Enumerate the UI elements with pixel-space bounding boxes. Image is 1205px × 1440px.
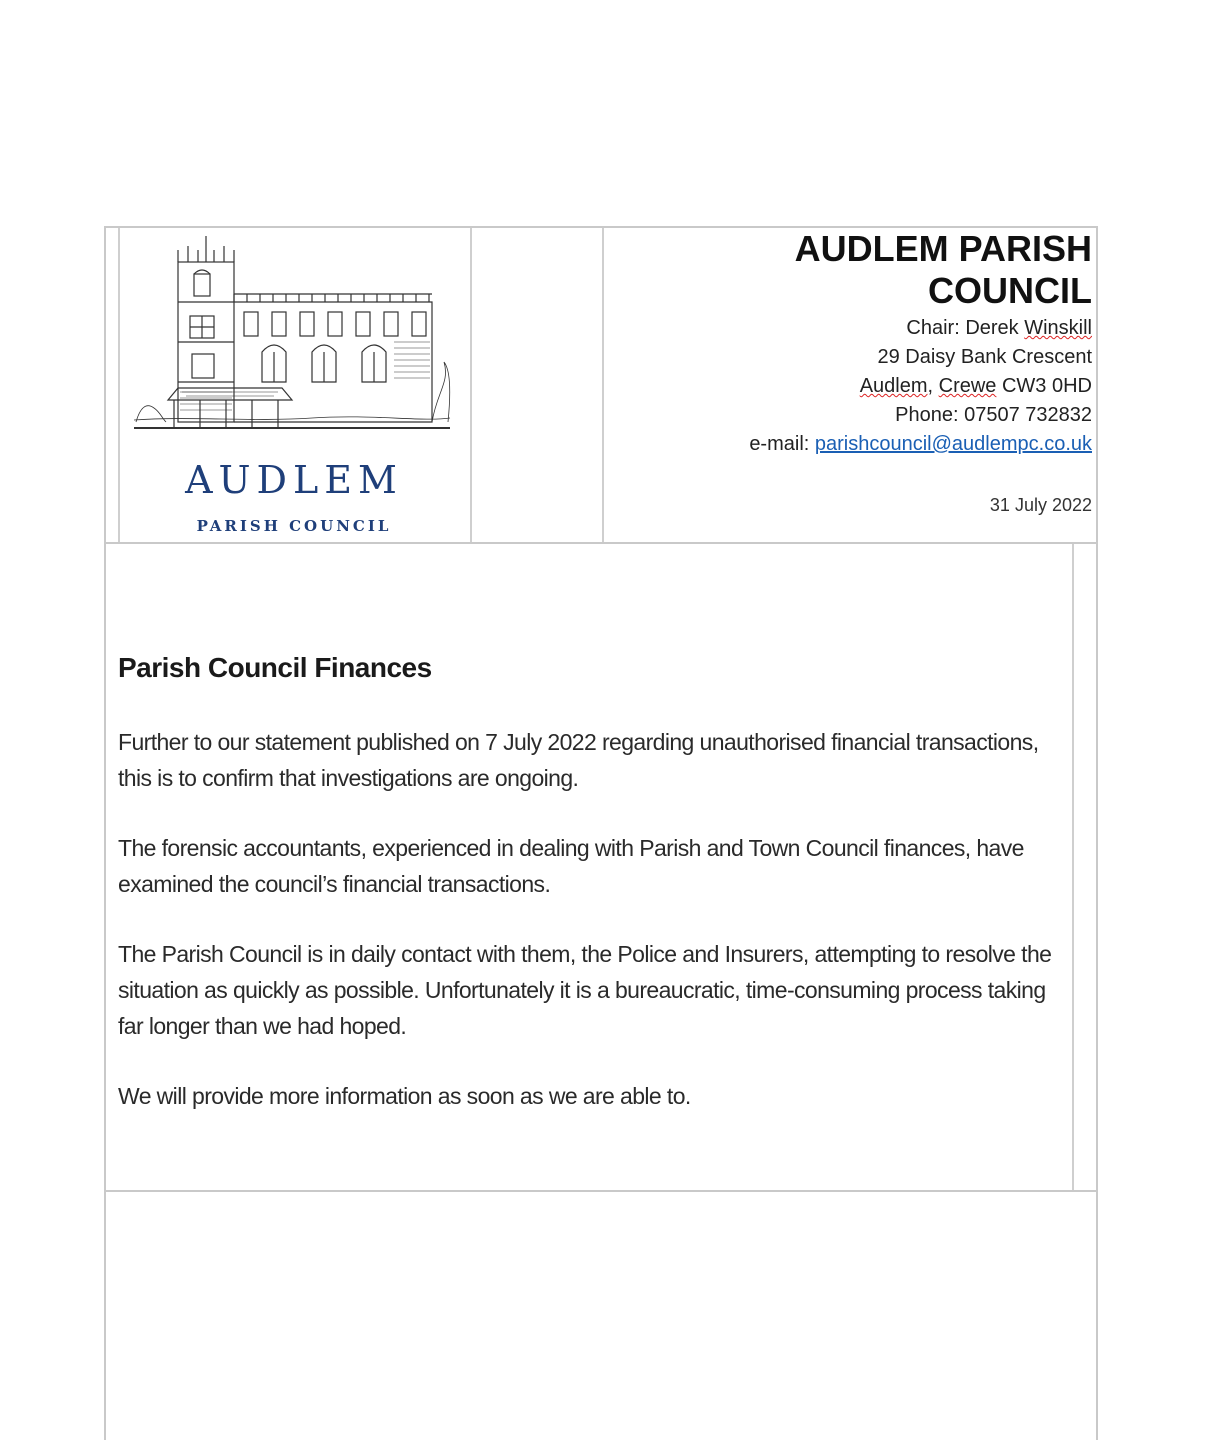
paragraph: Further to our statement published on 7 July 2022 regarding unauthorised financial transactions, this is to confirm that investigations are ongoing. [118, 729, 1039, 791]
council-name-line1: AUDLEM PARISH [794, 228, 1092, 269]
email-label: e-mail: [749, 433, 815, 455]
address-separator: , [927, 375, 939, 397]
chair-line [606, 314, 1092, 343]
letter-body-cell [106, 544, 1096, 1192]
paragraph: The Parish Council is in daily contact with them, the Police and Insurers, attempting to resolve the situation as quickly as possible. Unfortunately it is a bureaucratic, time-consuming process taking far longer than we had hoped. [118, 941, 1052, 1039]
letter-content[interactable] [118, 652, 1058, 1148]
chair-label: Chair: Derek [906, 317, 1025, 339]
council-name-line2: COUNCIL [928, 270, 1092, 311]
paragraph: We will provide more information as soon as we are able to. [118, 1083, 691, 1109]
address-town: Audlem [859, 375, 928, 397]
table-divider [1072, 544, 1074, 1190]
letterhead-address [606, 228, 1092, 517]
email-link[interactable]: parishcouncil@audlempc.co.uk [814, 433, 1092, 455]
table-divider [470, 228, 472, 542]
logo-subtitle: PARISH COUNCIL [196, 517, 392, 535]
address-street: 29 Daisy Bank Crescent [877, 346, 1092, 368]
document-page [104, 226, 1098, 1440]
letterhead-table [106, 228, 1096, 544]
letter-date: 31 July 2022 [989, 495, 1092, 515]
address-town-line [606, 372, 1092, 401]
council-logo [118, 228, 470, 542]
letter-heading: Parish Council Finances [118, 652, 432, 683]
address-postcode: CW3 0HD [996, 375, 1092, 397]
chair-surname: Winskill [1024, 317, 1092, 339]
logo-wordmark: AUDLEM [185, 458, 403, 502]
table-divider [602, 228, 604, 542]
address-city: Crewe [938, 375, 997, 397]
phone-line: Phone: 07507 732832 [895, 404, 1092, 426]
council-name [606, 228, 1092, 312]
church-illustration [132, 232, 452, 442]
email-line [606, 430, 1092, 459]
paragraph: The forensic accountants, experienced in dealing with Parish and Town Council finances, have examined the council’s financial transactions. [118, 835, 1024, 897]
